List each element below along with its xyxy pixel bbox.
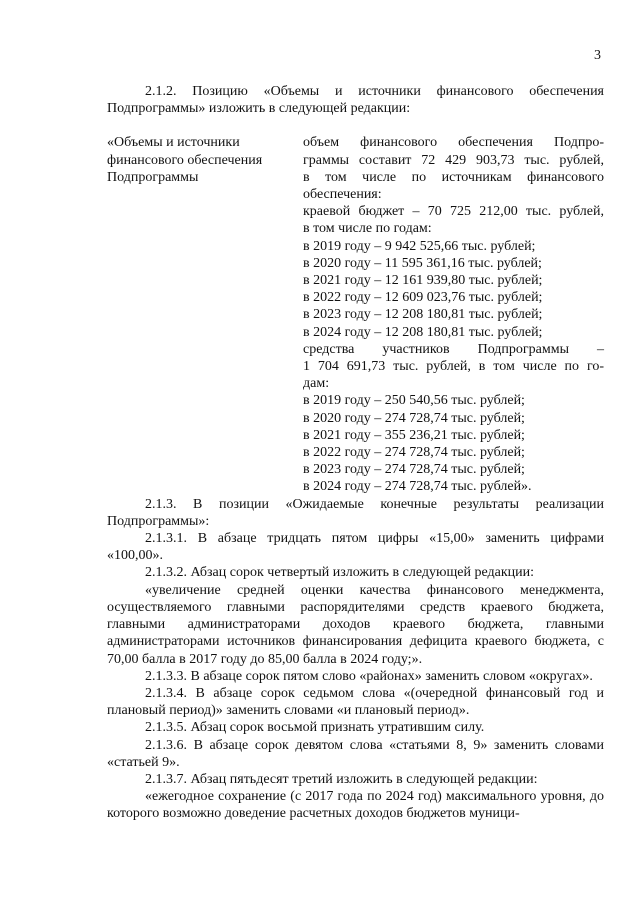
document-body	[107, 83, 604, 823]
table-right-column	[303, 134, 604, 495]
table-right-line: в 2019 году – 9 942 525,66 тыс. рублей;	[303, 238, 536, 254]
paragraph-2-1-3-7: 2.1.3.7. Абзац пятьдесят третий изложить в следующей редакции:	[145, 771, 538, 787]
table-left-column	[107, 134, 303, 495]
table-right-line: в 2023 году – 274 728,74 тыс. рублей;	[303, 462, 525, 478]
table-right-line: в 2020 году – 274 728,74 тыс. рублей;	[303, 410, 525, 426]
paragraph-2-1-3-4: 2.1.3.4. В абзаце сорок седьмом слова «(очередной финансовый год и плановый период)» заменить словами «и плановый период».	[107, 685, 604, 719]
table-right-line: в 2022 году – 274 728,74 тыс. рублей;	[303, 445, 525, 461]
quoted-paragraph: «ежегодное сохранение (с 2017 года по 2024 год) максимального уровня, до которого возможно доведение расчетных доходов бюджетов муници-	[107, 789, 604, 822]
table-left-line: Подпрограммы	[107, 169, 199, 185]
paragraph-2-1-3-1: 2.1.3.1. В абзаце тридцать пятом цифры «15,00» заменить цифрами «100,00».	[107, 531, 604, 564]
table-left-line: «Объемы и источники	[107, 135, 240, 151]
table-right-line: граммы составит 72 429 903,73 тыс. рублей,	[303, 152, 604, 168]
table-right-line: в 2024 году – 274 728,74 тыс. рублей».	[303, 479, 532, 495]
table-right-line: объем финансового обеспечения Подпро-	[303, 135, 604, 151]
table-right-line: дам:	[303, 376, 330, 392]
table-right-line: краевой бюджет – 70 725 212,00 тыс. рублей,	[303, 204, 604, 220]
table-right-line: в 2020 году – 11 595 361,16 тыс. рублей;	[303, 255, 542, 271]
table-right-line: в том числе по годам:	[303, 221, 432, 237]
table-right-line: в 2021 году – 12 161 939,80 тыс. рублей;	[303, 273, 543, 289]
intro-paragraph: 2.1.2. Позицию «Объемы и источники финансового обеспечения Подпрограммы» изложить в следующей редакции:	[107, 84, 604, 117]
table-right-line: обеспечения:	[303, 187, 382, 203]
paragraph-2-1-3: 2.1.3. В позиции «Ожидаемые конечные результаты реализации Подпрограммы»:	[107, 496, 604, 529]
paragraph-2-1-3-3: 2.1.3.3. В абзаце сорок пятом слово «районах» заменить словом «округах».	[145, 668, 593, 684]
table-right-line: в 2023 году – 12 208 180,81 тыс. рублей;	[303, 307, 543, 323]
funding-table	[107, 134, 604, 495]
table-right-line: средства участников Подпрограммы –	[303, 341, 604, 357]
table-right-line: в 2019 году – 250 540,56 тыс. рублей;	[303, 393, 525, 409]
table-right-line: в 2024 году – 12 208 180,81 тыс. рублей;	[303, 324, 543, 340]
paragraph-2-1-3-6: 2.1.3.6. В абзаце сорок девятом слова «статьями 8, 9» заменить словами «статьей 9».	[107, 737, 604, 770]
table-right-line: 1 704 691,73 тыс. рублей, в том числе по го-	[303, 359, 604, 375]
paragraph-2-1-3-5: 2.1.3.5. Абзац сорок восьмой признать утратившим силу.	[145, 720, 485, 736]
table-right-line: в том числе по источникам финансового	[303, 169, 604, 185]
paragraph-2-1-3-2: 2.1.3.2. Абзац сорок четвертый изложить в следующей редакции:	[145, 565, 534, 581]
table-right-line: в 2021 году – 355 236,21 тыс. рублей;	[303, 427, 525, 443]
page-number: 3	[594, 48, 601, 63]
table-left-line: финансового обеспечения	[107, 152, 263, 168]
quoted-paragraph: «увеличение средней оценки качества финансового менеджмента, осуществляемого главными распорядителями средств краевого бюджета, главными администраторами доходов краевого бюджета, главными администраторами источников финансирования дефицита краевого бюджета, с 70,00 балла в 2017 году до 85,00 балла в 2024 году;».	[107, 582, 604, 667]
table-right-line: в 2022 году – 12 609 023,76 тыс. рублей;	[303, 290, 543, 306]
